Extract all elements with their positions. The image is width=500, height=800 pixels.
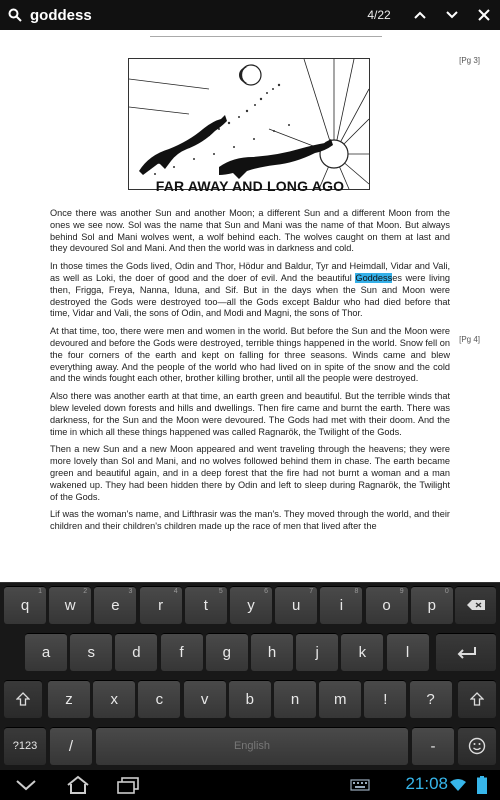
search-result-count: 4/22 <box>367 8 391 22</box>
system-navigation-bar <box>0 770 500 800</box>
search-icon <box>0 0 30 30</box>
key-x[interactable]: x <box>93 680 135 718</box>
page-top-rule <box>150 36 382 37</box>
key-n[interactable]: n <box>274 680 316 718</box>
on-screen-keyboard <box>0 582 500 771</box>
keyboard-row-3 <box>0 677 500 721</box>
home-button[interactable] <box>58 770 98 800</box>
back-button[interactable] <box>6 770 46 800</box>
previous-result-button[interactable] <box>404 0 436 30</box>
chevron-down-icon <box>446 11 458 19</box>
key-f[interactable]: f <box>161 633 203 671</box>
key-question[interactable]: ? <box>410 680 452 718</box>
key-y[interactable]: y 6 <box>230 586 272 624</box>
key-o[interactable]: o 9 <box>366 586 408 624</box>
key-g[interactable]: g <box>206 633 248 671</box>
key-w[interactable]: w 2 <box>49 586 91 624</box>
key-z[interactable]: z <box>48 680 90 718</box>
key-s[interactable]: s <box>70 633 112 671</box>
key-q[interactable]: q 1 <box>4 586 46 624</box>
key-b[interactable]: b <box>229 680 271 718</box>
keyboard-status <box>340 770 380 800</box>
key-i[interactable]: i 8 <box>320 586 362 624</box>
paragraph: Then a new Sun and a new Moon appeared and went traveling through the heavens; they were more lovely than Sol and Mani, and no wolves followed behind them in chase. The earth became green and beautiful again, and in a deep forest that the fire had not burnt a woman and a man wakened up. They had been hidden there by Odin and left to sleep during Ragnarök, the Twilight of the Gods. <box>50 444 450 502</box>
key-h[interactable]: h <box>251 633 293 671</box>
close-search-button[interactable] <box>468 0 500 30</box>
shift-icon <box>16 692 30 706</box>
status-clock: 21:08 <box>405 774 448 793</box>
key-d[interactable]: d <box>115 633 157 671</box>
dash-key[interactable]: - <box>412 727 454 765</box>
backspace-icon <box>466 599 486 611</box>
search-input[interactable]: goddess <box>30 6 92 24</box>
search-bar <box>0 0 500 30</box>
paragraph: Also there was another earth at that time, an earth green and beautiful. But the terrible winds that blew leveled down forests and hills and dwellings. Then fire came and burnt the earth. There was darkness, for the Sun and the Moon were devoured. The Gods had met with their doom. And the time in which all these things happened was called Ragnarök, the Twilight of the Gods. <box>50 391 450 437</box>
paragraph: In those times the Gods lived, Odin and Thor, Hödur and Baldur, Tyr and Heimdall, Vidar and Vali, as well as Loki, the doer of good and the doer of evil. And the beautiful Goddesses were living then, Frigga, Freya, Nanna, Iduna, and Sif. But in the days when the Sun and Moon were destroyed the Gods were destroyed too—all the Gods except Baldur who had died before that time, Vidar and Vali, the sons of Odin, and Modi and Magni, the sons of Thor. <box>50 261 450 319</box>
paragraph: Once there was another Sun and another Moon; a different Sun and a different Moon from the ones we see now. Sol was the name that Sun and Mani was the name of that Moon. But always behind Sol and Mani wolves went, a wolf behind each. The wolves caught on them at last and they devoured Sol and Mani. And then the world was in darkness and cold. <box>50 208 450 254</box>
close-icon <box>478 9 490 21</box>
smiley-icon <box>468 737 486 755</box>
key-l[interactable]: l <box>387 633 429 671</box>
backspace-key[interactable] <box>455 586 496 624</box>
paragraph: At that time, too, there were men and women in the world. But before the Sun and the Moon were devoured and before the Gods were destroyed, terrible things happened in the world. Snow fell on the four corners of the earth and kept on falling for three seasons. Winds came and blew everything away. And the people of the world who had lived on in spite of the snow and the cold and the winds fought each other, brother killing brother, until all the people were destroyed. <box>50 326 450 384</box>
keyboard-row-4 <box>0 724 500 768</box>
shift-icon <box>470 692 484 706</box>
key-r[interactable]: r 4 <box>140 586 182 624</box>
wifi-icon <box>449 778 467 792</box>
battery-status <box>470 770 494 800</box>
key-p[interactable]: p 0 <box>411 586 453 624</box>
chevron-up-icon <box>414 11 426 19</box>
slash-key[interactable]: / <box>50 727 92 765</box>
smiley-key[interactable] <box>458 727 496 765</box>
key-c[interactable]: c <box>138 680 180 718</box>
keyboard-row-2 <box>0 630 500 674</box>
key-exclamation[interactable]: ! <box>364 680 406 718</box>
space-key[interactable]: English <box>96 727 408 765</box>
page-marker-4: [Pg 4] <box>459 335 480 344</box>
search-highlight: Goddess <box>355 272 393 283</box>
key-m[interactable]: m <box>319 680 361 718</box>
symbols-key[interactable]: ?123 <box>4 727 46 765</box>
book-page[interactable] <box>0 30 500 582</box>
key-e[interactable]: e 3 <box>94 586 136 624</box>
keyboard-row-1 <box>0 583 500 627</box>
chapter-text <box>50 208 450 539</box>
battery-icon <box>477 776 487 794</box>
wolves-chasing-sun-moon-illustration <box>128 58 370 190</box>
chapter-title: FAR AWAY AND LONG AGO <box>155 178 345 194</box>
key-v[interactable]: v <box>184 680 226 718</box>
key-t[interactable]: t 5 <box>185 586 227 624</box>
paragraph: Lif was the woman's name, and Lifthrasir was the man's. They moved through the world, and their children and their children's children made up the race of men that lived after the <box>50 509 450 532</box>
keyboard-icon <box>350 779 370 791</box>
shift-key-right[interactable] <box>458 680 496 718</box>
next-result-button[interactable] <box>436 0 468 30</box>
key-a[interactable]: a <box>25 633 67 671</box>
shift-key-left[interactable] <box>4 680 42 718</box>
recent-apps-button[interactable] <box>108 770 148 800</box>
enter-key[interactable] <box>436 633 496 671</box>
key-u[interactable]: u 7 <box>275 586 317 624</box>
collapse-keyboard-icon <box>15 779 37 791</box>
key-j[interactable]: j <box>296 633 338 671</box>
enter-icon <box>455 645 477 659</box>
key-k[interactable]: k <box>341 633 383 671</box>
home-icon <box>66 775 90 795</box>
recent-apps-icon <box>116 776 140 794</box>
page-marker-3: [Pg 3] <box>459 56 480 65</box>
wifi-status <box>446 770 470 800</box>
